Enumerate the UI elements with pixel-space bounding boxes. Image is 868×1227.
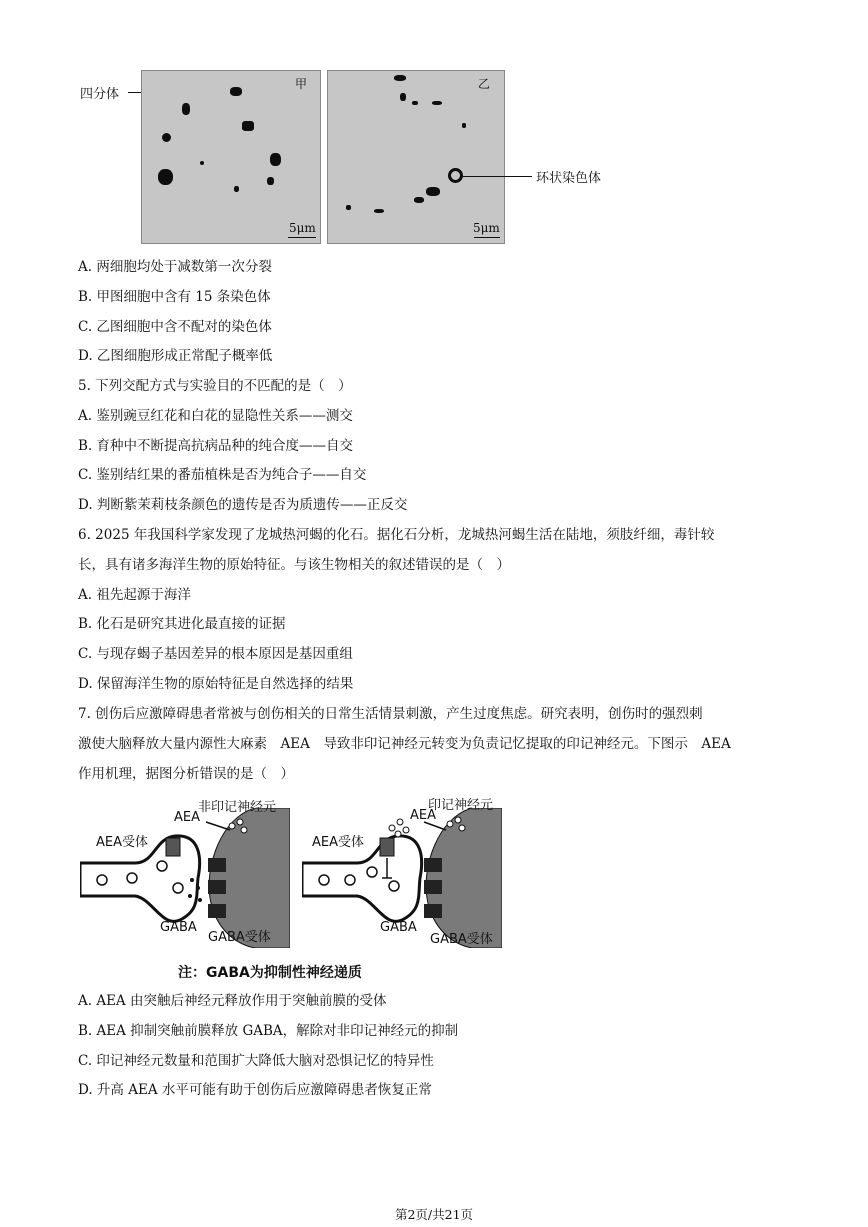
chromosome-blob	[182, 103, 190, 115]
q4-option-b: B. 甲图细胞中含有 15 条染色体	[78, 289, 271, 305]
q6-stem-line2: 长，具有诸多海洋生物的原始特征。与该生物相关的叙述错误的是（ ）	[78, 557, 510, 573]
q5-option-a: A. 鉴别豌豆红花和白花的显隐性关系——测交	[78, 408, 353, 424]
aea-molecule	[459, 825, 465, 831]
gaba-receptor	[208, 858, 226, 872]
aea-molecule	[397, 819, 403, 825]
chromosome-blob	[234, 186, 239, 192]
chromosome-blob	[426, 187, 440, 196]
diagram-note: 注：GABA为抑制性神经递质	[178, 965, 362, 981]
aea-molecule	[395, 831, 401, 837]
chromosome-blob	[400, 93, 406, 101]
micrograph-panel-a	[141, 70, 321, 244]
q7-stem-line1: 7. 创伤后应激障碍患者常被与创伤相关的日常生活情景刺激，产生过度焦虑。研究表明，创伤时的强烈刺	[78, 706, 703, 722]
q7-option-a: A. AEA 由突触后神经元释放作用于突触前膜的受体	[78, 993, 387, 1009]
q4-option-c: C. 乙图细胞中含不配对的染色体	[78, 319, 272, 335]
gaba-dot	[196, 886, 200, 890]
ring-chromosome	[448, 168, 463, 183]
left-aea-receptor-label: AEA受体	[96, 835, 149, 850]
q7-option-d: D. 升高 AEA 水平可能有助于创伤后应激障碍患者恢复正常	[78, 1082, 432, 1098]
aea-arrow	[424, 822, 446, 830]
chromosome-blob	[394, 75, 406, 81]
aea-molecule	[403, 827, 409, 833]
q4-option-d: D. 乙图细胞形成正常配子概率低	[78, 348, 273, 364]
aea-receptor-left	[166, 838, 180, 856]
panel-b-label: 乙	[478, 77, 491, 91]
scale-bar	[288, 237, 316, 238]
scale-label-b: 5μm	[473, 221, 500, 235]
q6-option-c: C. 与现存蝎子基因差异的根本原因是基因重组	[78, 646, 353, 662]
micrograph-panel-b	[327, 70, 505, 244]
q6-stem-line1: 6. 2025 年我国科学家发现了龙城热河蝎的化石。据化石分析，龙城热河蝎生活在陆地，须肢纤细，毒针较	[78, 527, 715, 543]
chromosome-blob	[270, 153, 281, 166]
chromosome-blob	[230, 87, 242, 96]
gaba-receptor	[208, 880, 226, 894]
gaba-receptor	[424, 904, 442, 918]
chromosome-blob	[158, 169, 173, 185]
aea-molecule	[229, 823, 235, 829]
q4-option-a: A. 两细胞均处于减数第一次分裂	[78, 259, 272, 275]
q6-option-b: B. 化石是研究其进化最直接的证据	[78, 616, 286, 632]
q5-option-c: C. 鉴别结红果的番茄植株是否为纯合子——自交	[78, 467, 367, 483]
panel-a-label: 甲	[295, 77, 308, 91]
q6-option-d: D. 保留海洋生物的原始特征是自然选择的结果	[78, 676, 354, 692]
ring-chromosome-label: 环状染色体	[536, 171, 602, 186]
chromosome-blob	[242, 125, 247, 130]
gaba-dot	[190, 878, 194, 882]
q5-stem: 5. 下列交配方式与实验目的不匹配的是（ ）	[78, 378, 352, 394]
scale-label-a: 5μm	[289, 221, 316, 235]
chromosome-blob	[267, 177, 274, 185]
page-footer: 第2页/共21页	[394, 1207, 474, 1222]
synapse-diagram	[0, 788, 868, 958]
aea-molecule	[447, 821, 453, 827]
aea-arrow	[206, 822, 230, 830]
micrograph-figure	[0, 60, 868, 250]
right-neuron-title: 印记神经元	[428, 798, 494, 813]
right-aea-label: AEA	[410, 808, 436, 823]
gaba-receptor	[424, 858, 442, 872]
aea-receptor-right	[380, 838, 394, 856]
chromosome-blob	[412, 101, 418, 105]
right-aea-receptor-label: AEA受体	[312, 835, 365, 850]
aea-molecule	[241, 827, 247, 833]
q6-option-a: A. 祖先起源于海洋	[78, 587, 191, 603]
left-aea-label: AEA	[174, 810, 200, 825]
gaba-dot	[198, 898, 202, 902]
q5-option-d: D. 判断紫茉莉枝条颜色的遗传是否为质遗传——正反交	[78, 497, 408, 513]
q5-option-b: B. 育种中不断提高抗病品种的纯合度——自交	[78, 438, 354, 454]
left-neuron-title: 非印记神经元	[198, 800, 277, 815]
aea-molecule	[455, 817, 461, 823]
chromosome-blob	[162, 133, 171, 142]
left-gaba-label: GABA	[160, 920, 197, 935]
right-gaba-label: GABA	[380, 920, 417, 935]
gaba-receptor	[208, 904, 226, 918]
q7-stem-line2: 激使大脑释放大量内源性大麻素 AEA 导致非印记神经元转变为负责记忆提取的印记神经元。下图示 AEA	[78, 736, 731, 752]
tetrad-label: 四分体	[80, 87, 120, 102]
chromosome-blob	[374, 209, 384, 213]
right-gaba-receptor-label: GABA受体	[430, 932, 493, 947]
gaba-receptor	[424, 880, 442, 894]
q7-option-c: C. 印记神经元数量和范围扩大降低大脑对恐惧记忆的特异性	[78, 1053, 434, 1069]
left-gaba-receptor-label: GABA受体	[208, 930, 271, 945]
chromosome-blob	[414, 197, 424, 203]
chromosome-blob	[462, 123, 466, 128]
chromosome-blob	[200, 161, 204, 165]
scale-bar	[474, 237, 500, 238]
aea-molecule	[389, 825, 395, 831]
q7-option-b: B. AEA 抑制突触前膜释放 GABA，解除对非印记神经元的抑制	[78, 1023, 459, 1039]
gaba-dot	[188, 894, 192, 898]
ring-pointer	[462, 176, 532, 177]
aea-molecule	[237, 819, 243, 825]
chromosome-blob	[432, 101, 442, 105]
chromosome-blob	[346, 205, 351, 210]
q7-stem-line3: 作用机理，据图分析错误的是（ ）	[78, 766, 294, 782]
